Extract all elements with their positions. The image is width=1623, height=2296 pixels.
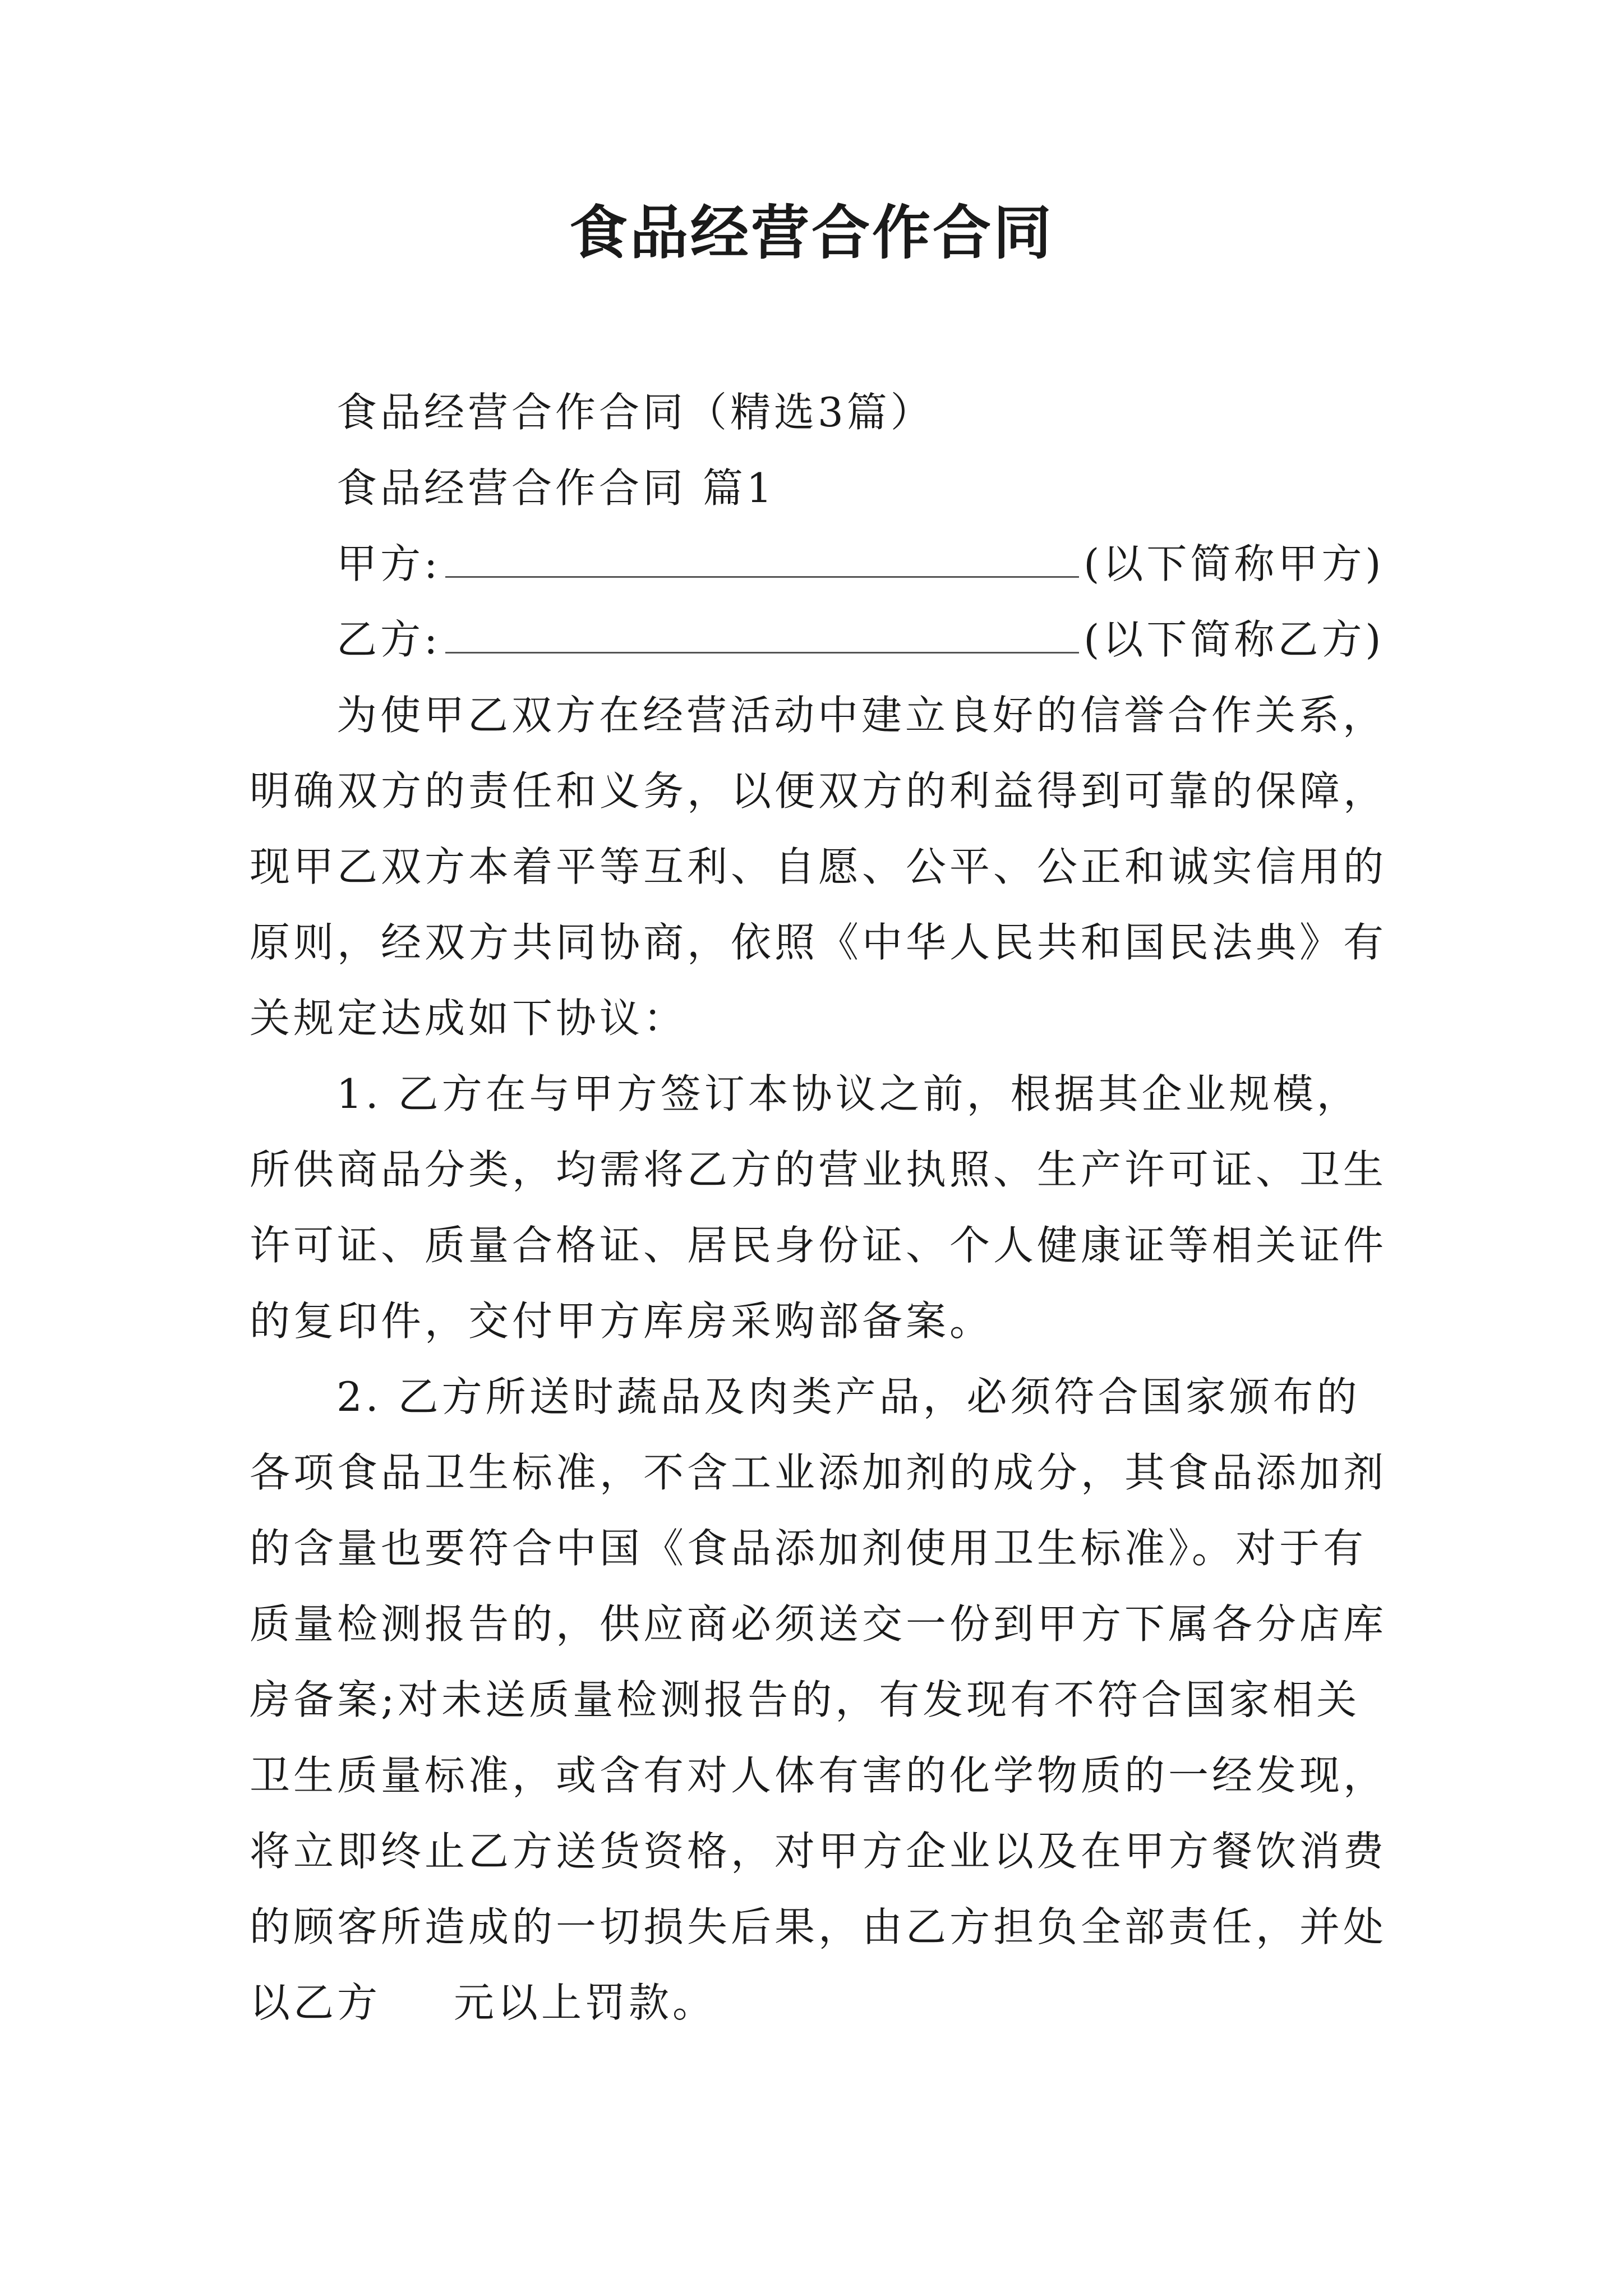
clause2-last-after: 元以上罚款。 xyxy=(454,1979,717,2026)
clause1-line: 的复印件，交付甲方库房采购部备案。 xyxy=(250,1297,994,1345)
party-a-suffix: (以下简称甲方) xyxy=(1083,540,1385,587)
clause2-line: 卫生质量标准，或含有对人体有害的化学物质的一经发现， xyxy=(250,1752,1387,1799)
clause2-line: 各项食品卫生标准，不含工业添加剂的成分，其食品添加剂 xyxy=(250,1449,1387,1496)
clause1-line: 所供商品分类，均需将乙方的营业执照、生产许可证、卫生 xyxy=(250,1146,1387,1193)
document-subtitle: 食品经营合作合同（精选3篇） xyxy=(336,389,934,436)
clause2-last-before: 以乙方 xyxy=(250,1979,381,2026)
clause2-line: 2. 乙方所送时蔬品及肉类产品，必须符合国家颁布的 xyxy=(336,1373,1361,1420)
party-b-line xyxy=(336,611,1384,668)
intro-line: 为使甲乙双方在经营活动中建立良好的信誉合作关系， xyxy=(336,692,1387,739)
party-a-blank xyxy=(445,537,1079,578)
clause2-line: 的顾客所造成的一切损失后果，由乙方担负全部责任，并处 xyxy=(250,1903,1387,1950)
intro-line: 明确双方的责任和义务，以便双方的利益得到可靠的保障， xyxy=(250,767,1387,815)
clause2-line: 的含量也要符合中国《食品添加剂使用卫生标准》。对于有 xyxy=(250,1525,1367,1572)
party-a-line xyxy=(336,536,1384,592)
party-b-label: 乙方: xyxy=(336,616,441,663)
intro-line: 关规定达成如下协议： xyxy=(250,995,688,1042)
intro-line: 原则，经双方共同协商，依照《中华人民共和国民法典》有 xyxy=(250,919,1387,966)
part-heading: 食品经营合作合同 篇1 xyxy=(336,464,776,512)
clause2-line: 房备案;对未送质量检测报告的，有发现有不符合国家相关 xyxy=(250,1676,1361,1723)
party-b-blank xyxy=(445,613,1079,654)
clause2-line: 将立即终止乙方送货资格，对甲方企业以及在甲方餐饮消费 xyxy=(250,1828,1387,1875)
clause2-last-line xyxy=(250,1975,716,2031)
party-b-suffix: (以下简称乙方) xyxy=(1083,616,1385,663)
document-title: 食品经营合作合同 xyxy=(569,198,1054,267)
party-a-label: 甲方: xyxy=(336,540,441,587)
clause2-line: 质量检测报告的，供应商必须送交一份到甲方下属各分店库 xyxy=(250,1600,1387,1648)
intro-line: 现甲乙双方本着平等互利、自愿、公平、公正和诚实信用的 xyxy=(250,843,1387,890)
clause1-line: 1. 乙方在与甲方签订本协议之前，根据其企业规模， xyxy=(336,1070,1361,1117)
clause1-line: 许可证、质量合格证、居民身份证、个人健康证等相关证件 xyxy=(250,1222,1387,1269)
